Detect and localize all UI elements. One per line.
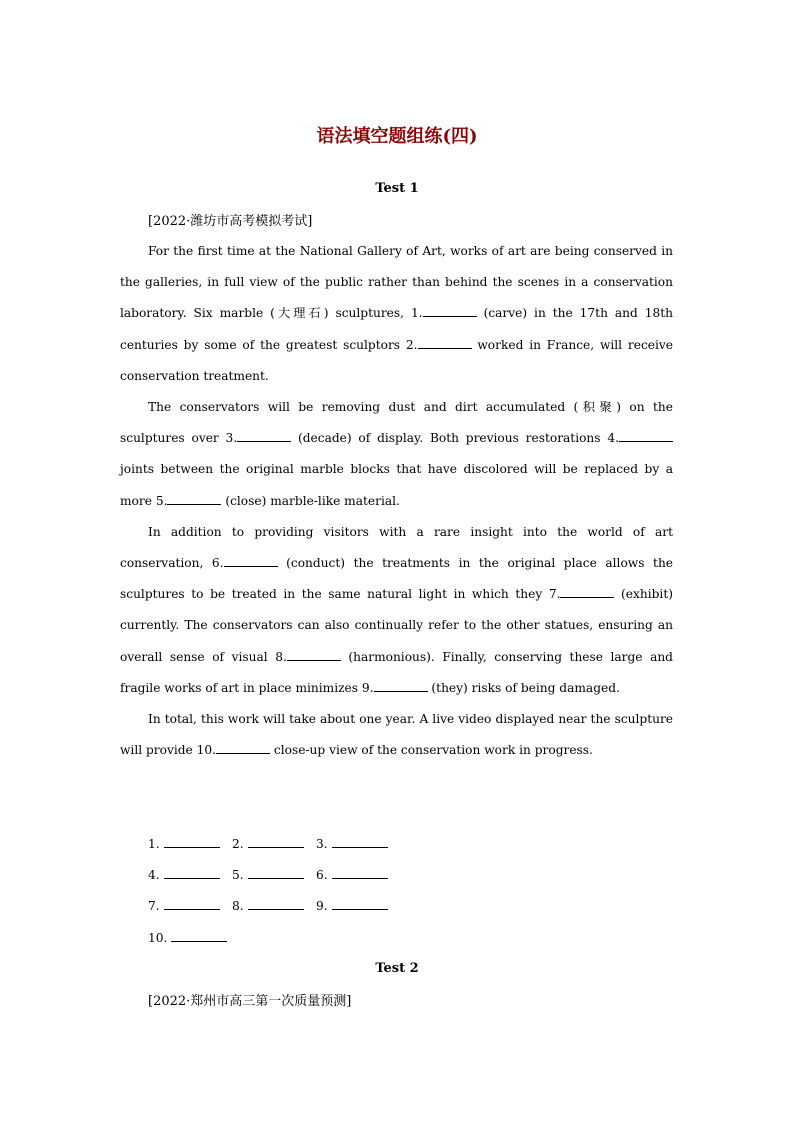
fill-in-blank[interactable]: [418, 336, 472, 349]
fill-in-blank[interactable]: [560, 585, 614, 598]
answer-row: [148, 829, 400, 860]
passage-text: (close) marble-like material.: [221, 493, 400, 508]
page-title: 语法填空题组练(四): [316, 126, 478, 147]
passage-text: (they) risks of being damaged.: [427, 680, 620, 695]
passage-paragraph: [120, 392, 673, 517]
passage-text: joints between the original marble blocks that have discolored will be replaced by a more: [120, 462, 673, 508]
passage-paragraph: [120, 517, 673, 704]
answer-item: [148, 829, 232, 860]
answer-row: [148, 860, 400, 891]
answer-blank[interactable]: [164, 897, 220, 910]
answer-blank[interactable]: [164, 866, 220, 879]
fill-in-blank[interactable]: [216, 741, 270, 754]
blank-number: 3.: [225, 431, 238, 446]
passage-text: close-up view of the conservation work in progress.: [270, 743, 593, 758]
blank-number: 9.: [361, 680, 374, 695]
answer-item: [316, 860, 400, 891]
fill-in-blank[interactable]: [237, 429, 291, 442]
answer-blank[interactable]: [248, 866, 304, 879]
passage-text: (exhibit) currently. The conservators can also continually refer to the other statues, ensuring an overall sense of visual: [120, 587, 673, 664]
answer-item: [148, 860, 232, 891]
answer-blank[interactable]: [248, 897, 304, 910]
passage-text: (decade) of display. Both previous restorations: [291, 431, 608, 446]
answer-item: [232, 829, 316, 860]
blank-number: 2.: [405, 337, 418, 352]
answer-item: [316, 891, 400, 922]
fill-in-blank[interactable]: [619, 429, 673, 442]
fill-in-blank[interactable]: [423, 304, 477, 317]
answer-number: 1.: [148, 837, 164, 851]
blank-number: 5.: [155, 493, 168, 508]
answer-item: [316, 829, 400, 860]
test2-heading: Test 2: [375, 961, 419, 976]
fill-in-blank[interactable]: [224, 554, 278, 567]
answer-number: 7.: [148, 899, 164, 914]
fill-in-blank[interactable]: [167, 492, 221, 505]
answer-number: 4.: [148, 868, 164, 883]
blank-number: 1.: [410, 306, 423, 321]
test1-passage: [120, 236, 673, 766]
answer-number: 10.: [148, 930, 172, 945]
answer-blank[interactable]: [332, 866, 388, 879]
blank-number: 8.: [275, 649, 287, 664]
test2-source: [2022·郑州市高三第一次质量预测]: [148, 994, 352, 1009]
passage-text: worked in France, will receive conservation treatment.: [120, 337, 673, 383]
answer-item: [232, 891, 316, 922]
answer-number: 2.: [232, 837, 248, 851]
passage-text: The conservators will be removing dust and dirt accumulated (积聚) on the sculptures over: [120, 400, 673, 446]
answer-blank[interactable]: [332, 835, 388, 848]
answer-item: [148, 923, 232, 954]
blank-number: 6.: [211, 556, 224, 571]
fill-in-blank[interactable]: [287, 648, 341, 661]
answer-blank[interactable]: [164, 835, 220, 848]
passage-text: For the first time at the National Gallery of Art, works of art are being conserved in the galleries, in full view of the public rather than behind the scenes in a conservation laboratory. Six marble (大理石) sculptures,: [120, 244, 673, 321]
answer-number: 3.: [316, 837, 332, 851]
answer-blank[interactable]: [248, 835, 304, 848]
answer-row: [148, 891, 400, 922]
passage-text: (harmonious). Finally, conserving these large and fragile works of art in place minimizes: [120, 649, 673, 695]
answer-blank[interactable]: [171, 929, 227, 942]
blank-number: 10.: [196, 743, 217, 758]
answer-item: [148, 891, 232, 922]
passage-paragraph: [120, 236, 673, 392]
passage-text: (carve) in the 17th and 18th centuries by some of the greatest sculptors: [120, 306, 674, 352]
test1-source: [2022·潍坊市高考模拟考试]: [148, 214, 313, 229]
passage-text: In total, this work will take about one year. A live video displayed near the sculpture will provide: [120, 712, 673, 758]
passage-text: (conduct) the treatments in the original place allows the sculptures to be treated in the same natural light in which they: [120, 556, 674, 602]
blank-number: 4.: [607, 431, 619, 446]
answer-number: 5.: [232, 868, 248, 883]
answer-blank[interactable]: [332, 897, 388, 910]
fill-in-blank[interactable]: [374, 679, 428, 692]
answer-row: [148, 923, 400, 954]
answer-number: 6.: [316, 868, 332, 883]
passage-paragraph: [120, 704, 673, 766]
test1-answer-sheet: [148, 829, 400, 954]
test1-heading: Test 1: [375, 181, 419, 196]
answer-number: 8.: [232, 899, 248, 914]
blank-number: 7.: [548, 587, 561, 602]
answer-number: 9.: [316, 899, 332, 914]
passage-text: In addition to providing visitors with a rare insight into the world of art conservation,: [120, 524, 673, 571]
answer-item: [232, 860, 316, 891]
